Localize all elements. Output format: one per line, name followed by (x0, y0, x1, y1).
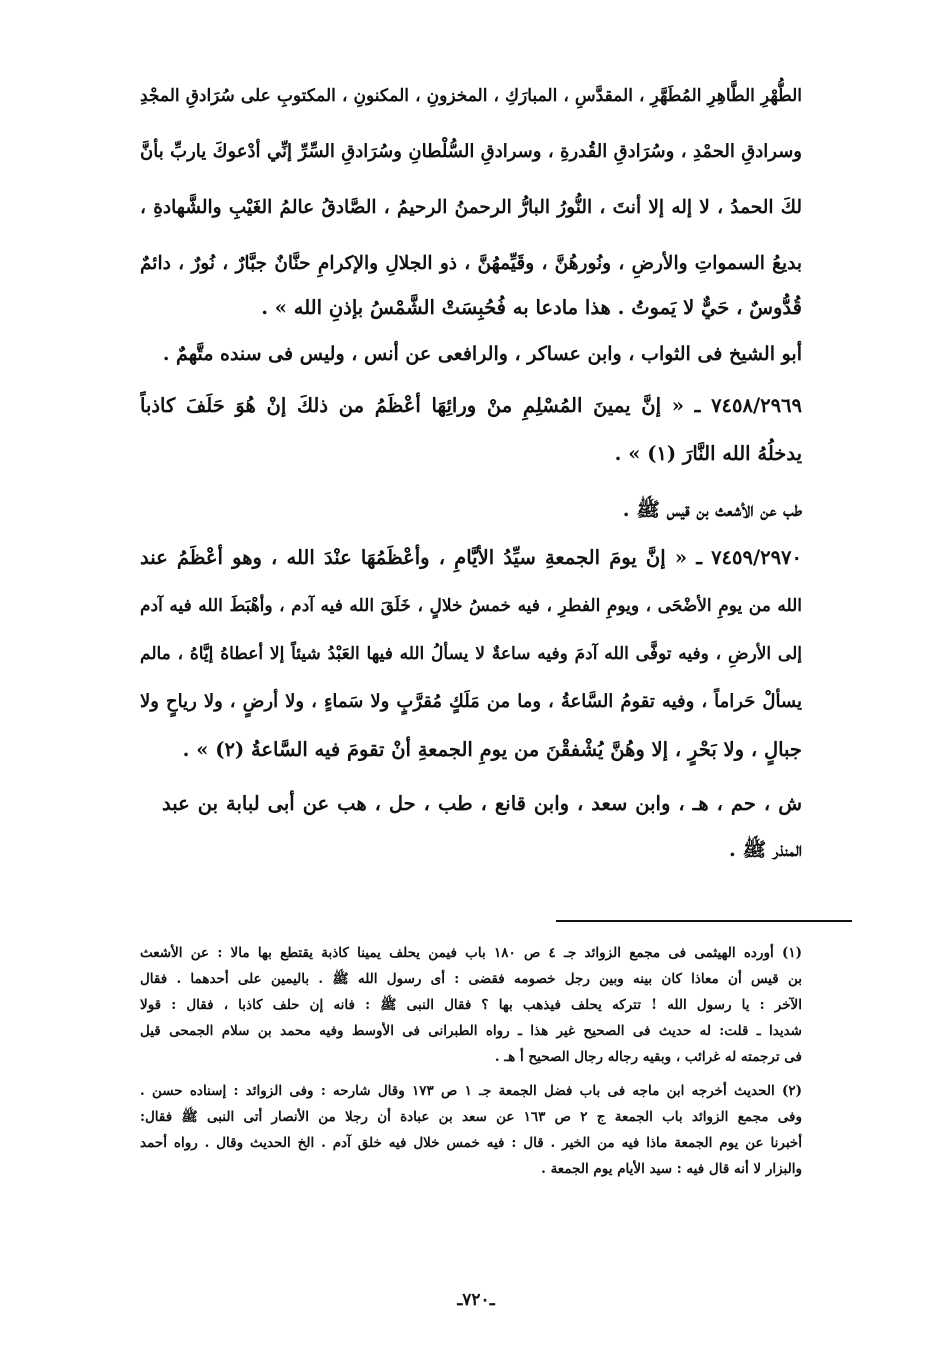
text-line: قُدُّوسٌ ، حَيٌّ لا يَموتُ . هذا مادعا به فُحُبِسَتْ الشَّمْسُ بإذنِ الله » . (261, 296, 802, 319)
text-line: جبالٍ ، ولا بَحْرٍ ، إلا وهُنَّ يُشْفقْنَ من يومِ الجمعةِ أنْ تقومَ فيه السَّاعةُ (٢) » . (182, 738, 802, 761)
footnote-line: أخبرنا عن يوم الجمعة ماذا فيه من الخير . قال : فيه خمس خلال فيه خلق آدم . الخ الحديث وقال . رواه أحمد (140, 1135, 802, 1151)
page-number: ـ٧٢٠ـ (457, 1290, 495, 1310)
footnote-line: وفى مجمع الزوائد باب الجمعة ج ٢ ص ١٦٣ عن سعد بن عبادة أن رجلا من الأنصار أتى النبى ﷺ فقال: (140, 1109, 802, 1125)
footnote-separator (556, 920, 852, 922)
text-line: يسألْ حَراماً ، وفيه تقومُ السَّاعةُ ، وما من مَلَكٍ مُقرَّبٍ ولا سَماءٍ ، ولا أرضٍ ، ولا رياحٍ ولا (140, 691, 802, 712)
hadith-source: المنذر ﷺ . (729, 838, 802, 861)
footnote-line: (٢) الحديث أخرجه ابن ماجه فى باب فضل الجمعة جـ ١ ص ١٧٣ وقال شارحه : وفى الزوائد : إسناده حسن . (140, 1083, 802, 1099)
text-line: لكَ الحمدُ ، لا إله إلا أنتَ ، النُّورُ البارُّ الرحمنُ الرحيمُ ، الصَّادقُ عالمُ الغَيْبِ والشَّهادةِ ، (140, 197, 802, 218)
footnote-line: شديدا ـ قلت: له حديث فى الصحيح غير هذا ـ رواه الطبرانى فى الأوسط وفيه محمد بن سلام الجمحى قيل (140, 1023, 802, 1039)
hadith-source: أبو الشيخ فى الثواب ، وابن عساكر ، والرافعى عن أنس ، وليس فى سنده متَّهمٌ . (162, 343, 802, 365)
hadith-source: طب عن الأشعث بن قيس ﷺ . (622, 498, 802, 521)
text-line: الله من يومِ الأضْحَى ، ويومِ الفطرِ ، فيه خمسُ خلالٍ ، خَلَقَ الله فيه آدم ، وأهْبَطَ الله فيه آدم (140, 596, 802, 616)
footnote-line: فى ترجمته له غرائب ، وبقيه رجاله رجال الصحيح أ هـ . (494, 1049, 802, 1065)
footnote-line: بن قيس أن معاذا كان بينه وبين رجل خصومه فقضى : أى رسول الله ﷺ . باليمين على أحدهما . فقال (140, 971, 802, 987)
hadith-source: ش ، حم ، هـ ، وابن سعد ، وابن قانع ، طب ، حل ، هب عن أبى لبابة بن عبد (162, 792, 802, 815)
hadith-opening-line: ٧٤٥٩/٢٩٧٠ ـ « إنَّ يومَ الجمعةِ سيِّدُ الأيَّامِ ، وأعْظَمُهَا عنْدَ الله ، وهو أعْظَمُ عند (140, 546, 802, 569)
hadith-opening-line: ٧٤٥٨/٢٩٦٩ ـ « إنَّ يمينَ المُسْلِمِ منْ ورائِهَا أعْظَمُ من ذلكَ إنْ هُوَ حَلَفَ كاذباً (140, 394, 802, 417)
text-line: وسرادقِ الحمْدِ ، وسُرَادقِ القُدرةِ ، وسرادقِ السُّلْطانِ وسُرَادقِ السِّرِّ إنِّي أدْعوكَ ياربِّ بأنَّ (140, 141, 802, 162)
text-line: يدخلُهُ الله النَّارَ (١) » . (614, 442, 802, 465)
text-line: بديعُ السمواتِ والأرضِ ، ونُورهُنَّ ، وقَيِّمهُنَّ ، ذو الجلالِ والإكرامِ حنَّانٌ جبَّارٌ ، نُورٌ ، دائمٌ (140, 253, 802, 274)
text-line: الطُّهْرِ الطَّاهِرِ المُطَهَّرِ ، المقدَّسِ ، المبارَكِ ، المخزونِ ، المكنونِ ، المكتوبِ على سُرَادقِ المجْدِ (140, 86, 802, 106)
text-line: إلى الأرضِ ، وفيه توفَّى الله آدمَ وفيه ساعةٌ لا يسألُ الله فيها العَبْدُ شيئاً إلا أعطاهُ إيَّاهُ ، مالم (140, 644, 802, 664)
footnote-line: الآخر : يا رسول الله ! تتركه يحلف فيذهب بها ؟ فقال النبى ﷺ : فانه إن حلف كاذبا ، فقال : قولا (140, 997, 802, 1013)
footnote-line: والبزار لا أنه قال فيه : سيد الأيام يوم الجمعة . (541, 1161, 802, 1177)
footnote-line: (١) أورده الهيثمى فى مجمع الزوائد جـ ٤ ص ١٨٠ باب فيمن يحلف يمينا كاذبة يقتطع بها مالا : عن الأشعث (140, 945, 802, 961)
